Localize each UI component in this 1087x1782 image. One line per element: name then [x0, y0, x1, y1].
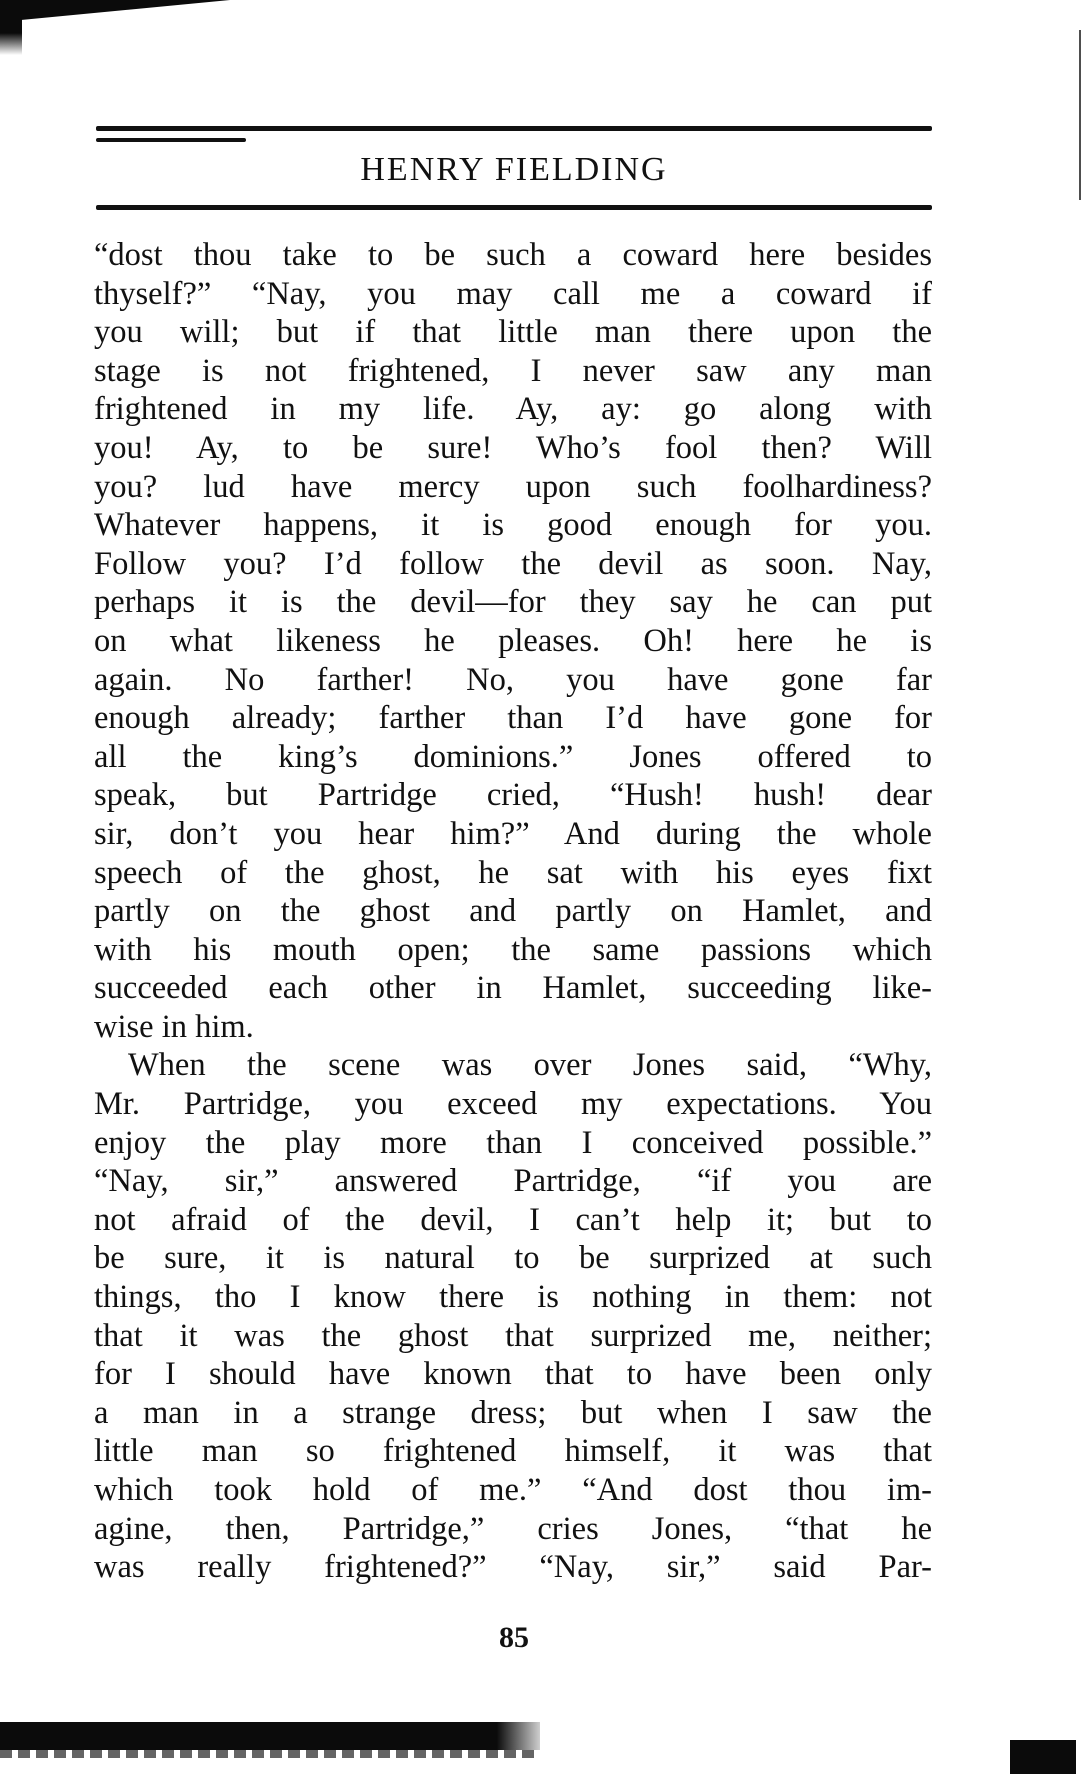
text-line: Mr. Partridge, you exceed my expectations. You [94, 1086, 932, 1123]
text-line: “Nay, sir,” answered Partridge, “if you are [94, 1163, 932, 1200]
text-line: on what likeness he pleases. Oh! here he is [94, 622, 932, 659]
text-line: be sure, it is natural to be surprized at such [94, 1240, 932, 1277]
text-line: little man so frightened himself, it was that [94, 1433, 932, 1470]
paragraph-continued [94, 236, 932, 1046]
scan-edge-line [1079, 30, 1081, 200]
text-line: enjoy the play more than I conceived possible.” [94, 1124, 932, 1161]
page-number: 85 [499, 1621, 529, 1654]
text-line: you! Ay, to be sure! Who’s fool then? Will [94, 429, 932, 466]
text-line: Whatever happens, it is good enough for you. [94, 507, 932, 544]
text-line: with his mouth open; the same passions which [94, 931, 932, 968]
scan-edge-shadow-left [0, 0, 22, 55]
text-line: for I should have known that to have been only [94, 1356, 932, 1393]
header-rule-top [96, 126, 932, 131]
scan-edge-shadow [0, 0, 230, 22]
text-line: Follow you? I’d follow the devil as soon. Nay, [94, 545, 932, 582]
text-line: “dost thou take to be such a coward here besides [94, 237, 932, 273]
text-line: all the king’s dominions.” Jones offered to [94, 738, 932, 775]
paragraph [94, 1046, 932, 1586]
text-line: you? lud have mercy upon such foolhardiness? [94, 468, 932, 505]
text-line: a man in a strange dress; but when I saw the [94, 1394, 932, 1431]
text-line: you will; but if that little man there upon the [94, 314, 932, 351]
text-line: thyself?” “Nay, you may call me a coward if [94, 275, 932, 312]
scan-bottom-noise [0, 1750, 540, 1758]
page-body [94, 236, 932, 1587]
text-line: speech of the ghost, he sat with his eyes fixt [94, 854, 932, 891]
text-line: speak, but Partridge cried, “Hush! hush! dear [94, 777, 932, 814]
text-line: perhaps it is the devil—for they say he can put [94, 584, 932, 621]
scan-bottom-shadow [0, 1722, 540, 1750]
text-line: partly on the ghost and partly on Hamlet, and [94, 893, 932, 930]
text-line: succeeded each other in Hamlet, succeeding like- [94, 970, 932, 1007]
text-line: When the scene was over Jones said, “Why, [128, 1047, 932, 1084]
text-line: stage is not frightened, I never saw any man [94, 352, 932, 389]
running-head: HENRY FIELDING [360, 151, 668, 188]
text-line: which took hold of me.” “And dost thou im- [94, 1472, 932, 1508]
header-rule-bottom [96, 205, 932, 210]
header-rule-ornament [96, 138, 246, 142]
text-line: not afraid of the devil, I can’t help it; but to [94, 1201, 932, 1238]
text-line: wise in him. [94, 1008, 254, 1045]
text-line: that it was the ghost that surprized me, neither; [94, 1317, 932, 1354]
text-line: sir, don’t you hear him?” And during the whole [94, 815, 932, 852]
scan-corner-shadow [1010, 1740, 1076, 1774]
text-line: again. No farther! No, you have gone far [94, 661, 932, 698]
text-line: enough already; farther than I’d have gone for [94, 700, 932, 737]
text-line: frightened in my life. Ay, ay: go along with [94, 391, 932, 428]
text-line: things, tho I know there is nothing in them: not [94, 1279, 932, 1316]
text-line: agine, then, Partridge,” cries Jones, “that he [94, 1510, 932, 1547]
text-line: was really frightened?” “Nay, sir,” said Par- [94, 1549, 932, 1586]
